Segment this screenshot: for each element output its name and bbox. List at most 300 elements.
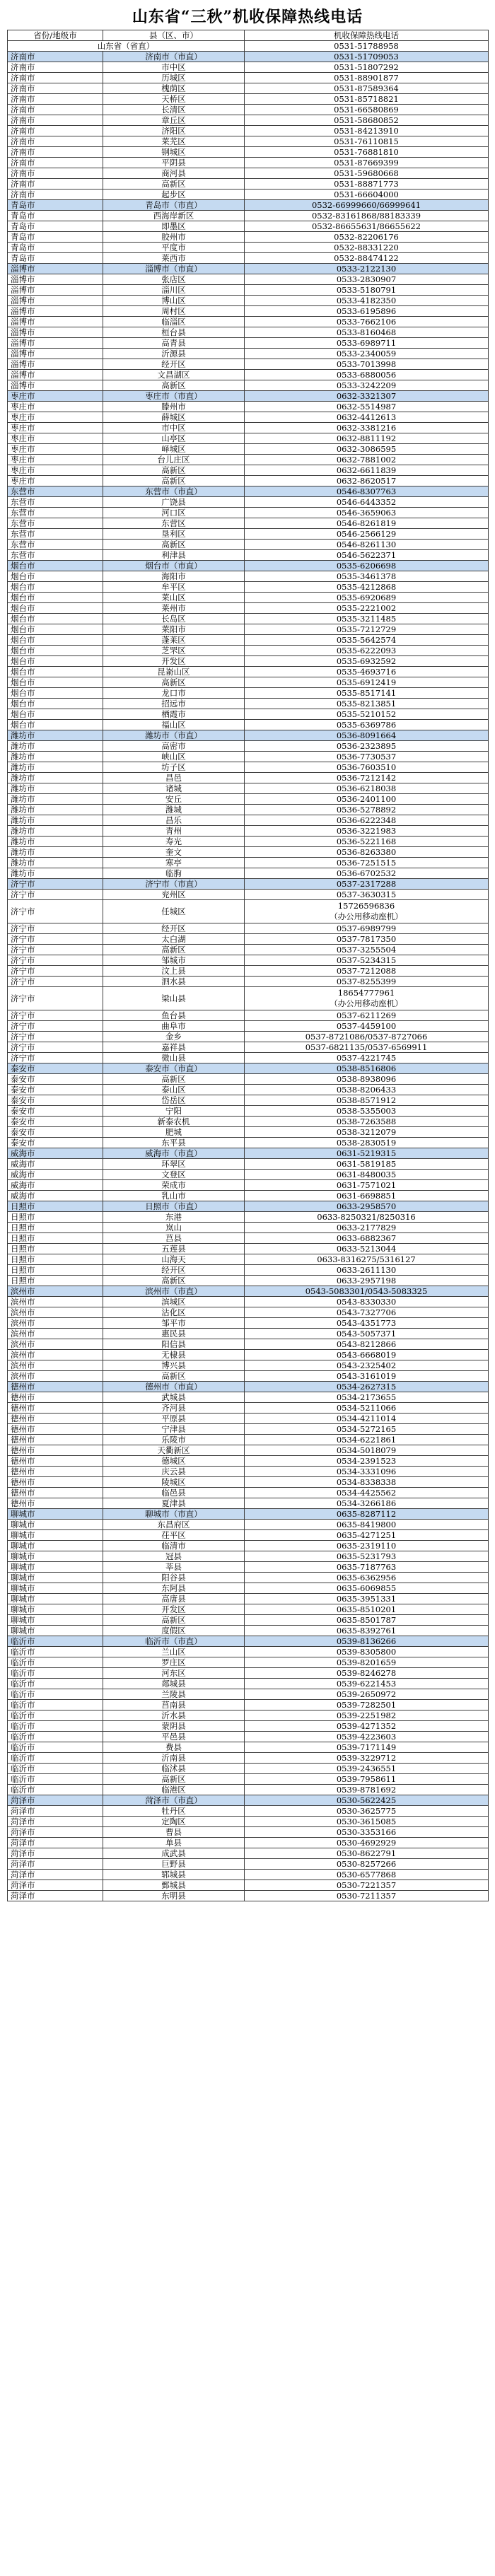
county-cell: 昌邑 bbox=[103, 773, 245, 783]
county-cell: 梁山县 bbox=[103, 987, 245, 1010]
hotline-cell: 0534-6221861 bbox=[245, 1435, 489, 1445]
city-cell: 淄博市 bbox=[8, 359, 103, 370]
hotline-cell: 0631-7571021 bbox=[245, 1180, 489, 1191]
table-row bbox=[8, 1710, 489, 1721]
table-row-city bbox=[8, 1148, 489, 1159]
table-row-city bbox=[8, 264, 489, 274]
county-cell: 微山县 bbox=[103, 1053, 245, 1063]
table-row bbox=[8, 83, 489, 94]
city-cell: 潍坊市 bbox=[8, 868, 103, 879]
hotline-cell: 0537-6989799 bbox=[245, 923, 489, 934]
table-row bbox=[8, 455, 489, 465]
city-cell: 烟台市 bbox=[8, 614, 103, 624]
hotline-cell: 0535-4693716 bbox=[245, 667, 489, 677]
city-cell: 烟台市 bbox=[8, 688, 103, 699]
county-cell: 东营区 bbox=[103, 518, 245, 529]
hotline-cell: 0537-7212088 bbox=[245, 966, 489, 977]
table-row bbox=[8, 380, 489, 391]
table-row bbox=[8, 1732, 489, 1742]
hotline-cell: 0536-6218038 bbox=[245, 783, 489, 794]
county-cell: 即墨区 bbox=[103, 221, 245, 232]
city-cell: 淄博市 bbox=[8, 380, 103, 391]
hotline-cell: 0535-8517141 bbox=[245, 688, 489, 699]
city-cell: 济宁市 bbox=[8, 1010, 103, 1021]
city-cell: 潍坊市 bbox=[8, 773, 103, 783]
hotline-cell: 0633-2957198 bbox=[245, 1276, 489, 1286]
city-cell: 日照市 bbox=[8, 1212, 103, 1223]
city-cell: 滨州市 bbox=[8, 1339, 103, 1350]
table-row bbox=[8, 837, 489, 847]
hotline-cell: 0533-2122130 bbox=[245, 264, 489, 274]
table-row bbox=[8, 1424, 489, 1435]
county-cell: 招远市 bbox=[103, 699, 245, 709]
table-row-city bbox=[8, 1063, 489, 1074]
table-row bbox=[8, 826, 489, 837]
city-cell: 潍坊市 bbox=[8, 762, 103, 773]
table-row bbox=[8, 783, 489, 794]
city-cell: 青岛市 bbox=[8, 211, 103, 221]
county-cell: 诸城 bbox=[103, 783, 245, 794]
county-cell: 枣庄市（市直） bbox=[103, 391, 245, 402]
city-cell: 济南市 bbox=[8, 136, 103, 147]
table-row bbox=[8, 571, 489, 582]
hotline-cell: 0633-6882367 bbox=[245, 1233, 489, 1244]
county-cell: 潍城 bbox=[103, 805, 245, 815]
city-cell: 烟台市 bbox=[8, 646, 103, 656]
city-cell: 滨州市 bbox=[8, 1371, 103, 1382]
table-row bbox=[8, 1753, 489, 1764]
table-row bbox=[8, 508, 489, 518]
city-cell: 济南市 bbox=[8, 62, 103, 73]
city-cell: 烟台市 bbox=[8, 677, 103, 688]
hotline-cell: 0539-3229712 bbox=[245, 1753, 489, 1764]
city-cell: 济宁市 bbox=[8, 1032, 103, 1042]
hotline-cell: 0635-7187763 bbox=[245, 1562, 489, 1573]
city-cell: 青岛市 bbox=[8, 253, 103, 264]
table-row-city bbox=[8, 1286, 489, 1297]
hotline-cell: 0531-87589364 bbox=[245, 83, 489, 94]
hotline-cell: 0539-8201659 bbox=[245, 1657, 489, 1668]
city-cell: 潍坊市 bbox=[8, 847, 103, 858]
hotline-cell: 0546-8307763 bbox=[245, 486, 489, 497]
county-cell: 胶州市 bbox=[103, 232, 245, 243]
city-cell: 枣庄市 bbox=[8, 465, 103, 476]
city-cell: 威海市 bbox=[8, 1170, 103, 1180]
city-cell: 日照市 bbox=[8, 1276, 103, 1286]
county-cell: 昌乐 bbox=[103, 815, 245, 826]
city-cell: 泰安市 bbox=[8, 1138, 103, 1148]
county-cell: 福山区 bbox=[103, 720, 245, 730]
hotline-cell: 0632-3321307 bbox=[245, 391, 489, 402]
city-cell: 滨州市 bbox=[8, 1307, 103, 1318]
county-cell: 芝罘区 bbox=[103, 646, 245, 656]
table-row bbox=[8, 1657, 489, 1668]
county-cell: 博山区 bbox=[103, 296, 245, 306]
hotline-cell: 0531-85718821 bbox=[245, 94, 489, 105]
table-row bbox=[8, 402, 489, 412]
hotline-cell: 0538-8571912 bbox=[245, 1095, 489, 1106]
county-cell: 郯城县 bbox=[103, 1679, 245, 1689]
city-cell: 济南市 bbox=[8, 126, 103, 136]
city-cell: 临沂市 bbox=[8, 1668, 103, 1679]
city-cell: 临沂市 bbox=[8, 1785, 103, 1795]
table-row bbox=[8, 635, 489, 646]
table-row bbox=[8, 1276, 489, 1286]
city-cell: 淄博市 bbox=[8, 317, 103, 327]
hotline-cell: 0633-5213044 bbox=[245, 1244, 489, 1254]
hotline-cell: 0543-7327706 bbox=[245, 1307, 489, 1318]
table-row bbox=[8, 1254, 489, 1265]
county-cell: 兰山区 bbox=[103, 1647, 245, 1657]
table-row bbox=[8, 412, 489, 423]
county-cell: 东港 bbox=[103, 1212, 245, 1223]
county-cell: 坊子区 bbox=[103, 762, 245, 773]
county-cell: 临淄区 bbox=[103, 317, 245, 327]
city-cell: 济宁市 bbox=[8, 1042, 103, 1053]
city-cell: 菏泽市 bbox=[8, 1848, 103, 1859]
city-cell: 威海市 bbox=[8, 1159, 103, 1170]
county-cell: 五莲县 bbox=[103, 1244, 245, 1254]
table-row bbox=[8, 1573, 489, 1583]
county-cell: 嘉祥县 bbox=[103, 1042, 245, 1053]
hotline-cell: 0530-3615085 bbox=[245, 1817, 489, 1827]
city-cell: 日照市 bbox=[8, 1265, 103, 1276]
county-cell: 莒南县 bbox=[103, 1700, 245, 1710]
county-cell: 费县 bbox=[103, 1742, 245, 1753]
city-cell: 淄博市 bbox=[8, 296, 103, 306]
table-row bbox=[8, 179, 489, 190]
table-row bbox=[8, 794, 489, 805]
table-row bbox=[8, 1668, 489, 1679]
county-cell: 惠民县 bbox=[103, 1329, 245, 1339]
county-cell: 章丘区 bbox=[103, 115, 245, 126]
city-cell: 日照市 bbox=[8, 1244, 103, 1254]
table-row bbox=[8, 1530, 489, 1541]
hotline-cell: 0531-59680668 bbox=[245, 168, 489, 179]
city-cell: 菏泽市 bbox=[8, 1827, 103, 1838]
table-row bbox=[8, 1742, 489, 1753]
county-cell: 天桥区 bbox=[103, 94, 245, 105]
city-cell: 济宁市 bbox=[8, 987, 103, 1010]
hotline-cell: 0632-4412613 bbox=[245, 412, 489, 423]
hotline-cell: 0635-6069855 bbox=[245, 1583, 489, 1594]
county-cell: 陵城区 bbox=[103, 1477, 245, 1488]
hotline-cell: 0531-51807292 bbox=[245, 62, 489, 73]
table-row bbox=[8, 1541, 489, 1551]
hotline-cell: 0539-6221453 bbox=[245, 1679, 489, 1689]
county-cell: 曹县 bbox=[103, 1827, 245, 1838]
table-row bbox=[8, 221, 489, 232]
table-row bbox=[8, 1445, 489, 1456]
city-cell: 潍坊市 bbox=[8, 805, 103, 815]
city-cell: 济南市 bbox=[8, 94, 103, 105]
hotline-cell: 0537-2317288 bbox=[245, 879, 489, 890]
county-cell: 龙口市 bbox=[103, 688, 245, 699]
table-row bbox=[8, 593, 489, 603]
hotline-cell: 0631-6698851 bbox=[245, 1191, 489, 1201]
city-cell: 烟台市 bbox=[8, 603, 103, 614]
hotline-cell: 0536-7730537 bbox=[245, 752, 489, 762]
city-cell: 烟台市 bbox=[8, 720, 103, 730]
hotline-cell: 0535-2221002 bbox=[245, 603, 489, 614]
hotline-cell: 0537-3255504 bbox=[245, 945, 489, 955]
city-cell: 滨州市 bbox=[8, 1297, 103, 1307]
city-cell: 济南市 bbox=[8, 158, 103, 168]
hotline-cell: 0633-2958570 bbox=[245, 1201, 489, 1212]
hotline-cell: 0536-8263380 bbox=[245, 847, 489, 858]
hotline-cell: 0537-7817350 bbox=[245, 934, 489, 945]
table-row bbox=[8, 1117, 489, 1127]
table-row bbox=[8, 211, 489, 221]
county-cell: 宁阳 bbox=[103, 1106, 245, 1117]
city-cell: 济南市 bbox=[8, 147, 103, 158]
city-cell: 济宁市 bbox=[8, 945, 103, 955]
table-row bbox=[8, 1774, 489, 1785]
hotline-cell: 0535-8213851 bbox=[245, 699, 489, 709]
city-cell: 威海市 bbox=[8, 1148, 103, 1159]
hotline-cell: 0537-6211269 bbox=[245, 1010, 489, 1021]
county-cell: 宁津县 bbox=[103, 1424, 245, 1435]
table-row bbox=[8, 1583, 489, 1594]
county-cell: 沂南县 bbox=[103, 1753, 245, 1764]
table-row bbox=[8, 1679, 489, 1689]
hotline-cell: 0530-7211357 bbox=[245, 1891, 489, 1901]
hotline-cell: 0633-2177829 bbox=[245, 1223, 489, 1233]
table-row bbox=[8, 966, 489, 977]
county-cell: 昆嵛山区 bbox=[103, 667, 245, 677]
table-row bbox=[8, 646, 489, 656]
county-cell: 莱阳市 bbox=[103, 624, 245, 635]
table-row bbox=[8, 497, 489, 508]
city-cell: 威海市 bbox=[8, 1191, 103, 1201]
hotline-cell: 0536-2323895 bbox=[245, 741, 489, 752]
hotline-cell bbox=[245, 900, 489, 923]
county-cell: 高新区 bbox=[103, 1276, 245, 1286]
hotline-cell: 0538-5355003 bbox=[245, 1106, 489, 1117]
county-cell: 长清区 bbox=[103, 105, 245, 115]
hotline-cell: 0543-4351773 bbox=[245, 1318, 489, 1329]
hotline-cell: 0534-2173655 bbox=[245, 1392, 489, 1403]
table-row bbox=[8, 1223, 489, 1233]
table-row bbox=[8, 805, 489, 815]
county-cell: 齐河县 bbox=[103, 1403, 245, 1414]
hotline-cell: 0530-5622425 bbox=[245, 1795, 489, 1806]
hotline-cell: 0535-3461378 bbox=[245, 571, 489, 582]
hotline-cell: 0532-88474122 bbox=[245, 253, 489, 264]
table-row-city bbox=[8, 486, 489, 497]
hotline-cell: 0536-5278892 bbox=[245, 805, 489, 815]
county-cell: 临邑县 bbox=[103, 1488, 245, 1498]
city-cell: 济南市 bbox=[8, 83, 103, 94]
table-row bbox=[8, 1870, 489, 1880]
hotline-cell: 0537-4459100 bbox=[245, 1021, 489, 1032]
city-cell: 淄博市 bbox=[8, 327, 103, 338]
table-row bbox=[8, 1032, 489, 1042]
table-row bbox=[8, 274, 489, 285]
county-cell: 济南市（市直） bbox=[103, 52, 245, 62]
hotline-cell: 0534-5272165 bbox=[245, 1424, 489, 1435]
city-cell: 聊城市 bbox=[8, 1604, 103, 1615]
table-row bbox=[8, 1095, 489, 1106]
city-cell: 泰安市 bbox=[8, 1095, 103, 1106]
hotline-cell: 0537-4221745 bbox=[245, 1053, 489, 1063]
hotline-cell: 0530-3625775 bbox=[245, 1806, 489, 1817]
county-cell: 周村区 bbox=[103, 306, 245, 317]
city-cell: 滨州市 bbox=[8, 1360, 103, 1371]
hotline-cell: 0543-3161019 bbox=[245, 1371, 489, 1382]
table-row bbox=[8, 349, 489, 359]
table-row bbox=[8, 1339, 489, 1350]
county-cell: 临港区 bbox=[103, 1785, 245, 1795]
table-row bbox=[8, 603, 489, 614]
city-cell: 潍坊市 bbox=[8, 858, 103, 868]
hotline-cell: 0533-7013998 bbox=[245, 359, 489, 370]
table-row bbox=[8, 1392, 489, 1403]
county-cell: 青岛市（市直） bbox=[103, 200, 245, 211]
hotline-cell: 0534-8338338 bbox=[245, 1477, 489, 1488]
city-cell: 菏泽市 bbox=[8, 1859, 103, 1870]
city-cell: 烟台市 bbox=[8, 635, 103, 646]
county-cell: 莱山区 bbox=[103, 593, 245, 603]
city-cell: 聊城市 bbox=[8, 1520, 103, 1530]
table-row bbox=[8, 550, 489, 561]
hotline-cell: 0539-2436551 bbox=[245, 1764, 489, 1774]
county-cell: 临沭县 bbox=[103, 1764, 245, 1774]
hotline-cell: 0538-7263588 bbox=[245, 1117, 489, 1127]
city-cell: 东营市 bbox=[8, 497, 103, 508]
city-cell: 济宁市 bbox=[8, 977, 103, 987]
city-cell: 滨州市 bbox=[8, 1329, 103, 1339]
city-cell: 临沂市 bbox=[8, 1753, 103, 1764]
city-cell: 德州市 bbox=[8, 1382, 103, 1392]
table-row bbox=[8, 1721, 489, 1732]
county-cell: 郓城县 bbox=[103, 1870, 245, 1880]
city-cell: 临沂市 bbox=[8, 1700, 103, 1710]
table-row bbox=[8, 667, 489, 677]
hotline-cell: 0537-5234315 bbox=[245, 955, 489, 966]
city-cell: 日照市 bbox=[8, 1223, 103, 1233]
table-row-city bbox=[8, 200, 489, 211]
city-cell: 济宁市 bbox=[8, 923, 103, 934]
hotline-cell: 0537-8721086/0537-8727066 bbox=[245, 1032, 489, 1042]
table-row-city bbox=[8, 1201, 489, 1212]
county-cell: 阳谷县 bbox=[103, 1573, 245, 1583]
table-row-city bbox=[8, 391, 489, 402]
hotline-cell: 0531-58680852 bbox=[245, 115, 489, 126]
table-row bbox=[8, 1127, 489, 1138]
city-cell: 临沂市 bbox=[8, 1689, 103, 1700]
table-row bbox=[8, 1615, 489, 1626]
city-cell: 青岛市 bbox=[8, 221, 103, 232]
hotline-cell: 0530-3353166 bbox=[245, 1827, 489, 1838]
hotline-cell: 0539-7282501 bbox=[245, 1700, 489, 1710]
hotline-cell: 0536-8091664 bbox=[245, 730, 489, 741]
county-cell: 武城县 bbox=[103, 1392, 245, 1403]
county-cell: 平阴县 bbox=[103, 158, 245, 168]
city-cell: 东营市 bbox=[8, 550, 103, 561]
county-cell: 文昌湖区 bbox=[103, 370, 245, 380]
city-cell: 东营市 bbox=[8, 508, 103, 518]
hotline-cell: 0535-6206698 bbox=[245, 561, 489, 571]
county-cell: 垦利区 bbox=[103, 529, 245, 540]
table-row bbox=[8, 1626, 489, 1636]
county-cell: 牟平区 bbox=[103, 582, 245, 593]
county-cell: 乳山市 bbox=[103, 1191, 245, 1201]
table-row bbox=[8, 1880, 489, 1891]
hotline-cell: 0635-2319110 bbox=[245, 1541, 489, 1551]
hotline-cell: 0535-5642574 bbox=[245, 635, 489, 646]
hotline-cell: 0546-2566129 bbox=[245, 529, 489, 540]
table-row bbox=[8, 614, 489, 624]
city-cell: 菏泽市 bbox=[8, 1838, 103, 1848]
hotline-cell: 0533-6880056 bbox=[245, 370, 489, 380]
city-cell: 枣庄市 bbox=[8, 476, 103, 486]
table-row bbox=[8, 1244, 489, 1254]
hotline-cell: 0635-8392761 bbox=[245, 1626, 489, 1636]
city-cell: 枣庄市 bbox=[8, 433, 103, 444]
county-cell: 利津县 bbox=[103, 550, 245, 561]
hotline-cell: 0543-2325402 bbox=[245, 1360, 489, 1371]
table-row bbox=[8, 370, 489, 380]
table-row bbox=[8, 444, 489, 455]
hotline-cell: 0539-8305800 bbox=[245, 1647, 489, 1657]
county-cell: 德城区 bbox=[103, 1456, 245, 1467]
hotline-cell: 0632-7881002 bbox=[245, 455, 489, 465]
city-cell: 济南市 bbox=[8, 115, 103, 126]
hotline-cell: 0539-8781692 bbox=[245, 1785, 489, 1795]
county-cell: 乐陵市 bbox=[103, 1435, 245, 1445]
city-cell: 烟台市 bbox=[8, 571, 103, 582]
city-cell: 济南市 bbox=[8, 105, 103, 115]
hotline-cell: 0535-7212729 bbox=[245, 624, 489, 635]
city-cell: 临沂市 bbox=[8, 1636, 103, 1647]
table-row bbox=[8, 847, 489, 858]
hotline-cell: 0533-2830907 bbox=[245, 274, 489, 285]
hotline-table bbox=[7, 30, 489, 1901]
hotline-cell: 0533-5180791 bbox=[245, 285, 489, 296]
county-cell: 淄博市（市直） bbox=[103, 264, 245, 274]
county-cell: 滨城区 bbox=[103, 1297, 245, 1307]
county-cell: 蒙阴县 bbox=[103, 1721, 245, 1732]
hotline-cell: 0633-2611130 bbox=[245, 1265, 489, 1276]
county-cell: 市中区 bbox=[103, 423, 245, 433]
hotline-line: （办公用移动座机） bbox=[330, 998, 403, 1008]
table-row bbox=[8, 1307, 489, 1318]
hotline-cell: 0635-5231793 bbox=[245, 1551, 489, 1562]
table-row bbox=[8, 1551, 489, 1562]
table-row bbox=[8, 317, 489, 327]
table-row bbox=[8, 190, 489, 200]
city-cell: 威海市 bbox=[8, 1180, 103, 1191]
table-row bbox=[8, 465, 489, 476]
county-cell: 邹平市 bbox=[103, 1318, 245, 1329]
hotline-cell: 0632-3381216 bbox=[245, 423, 489, 433]
hotline-cell: 0633-8316275/5316127 bbox=[245, 1254, 489, 1265]
county-cell: 开发区 bbox=[103, 656, 245, 667]
city-cell: 潍坊市 bbox=[8, 826, 103, 837]
hotline-cell: 0539-2650972 bbox=[245, 1689, 489, 1700]
hotline-cell: 0543-5057371 bbox=[245, 1329, 489, 1339]
county-cell: 河东区 bbox=[103, 1668, 245, 1679]
city-cell: 济宁市 bbox=[8, 934, 103, 945]
hotline-cell: 0533-7662106 bbox=[245, 317, 489, 327]
county-cell: 西海岸新区 bbox=[103, 211, 245, 221]
county-cell: 任城区 bbox=[103, 900, 245, 923]
county-cell: 临沂市（市直） bbox=[103, 1636, 245, 1647]
city-cell: 聊城市 bbox=[8, 1583, 103, 1594]
county-cell: 泗水县 bbox=[103, 977, 245, 987]
city-cell: 东营市 bbox=[8, 529, 103, 540]
